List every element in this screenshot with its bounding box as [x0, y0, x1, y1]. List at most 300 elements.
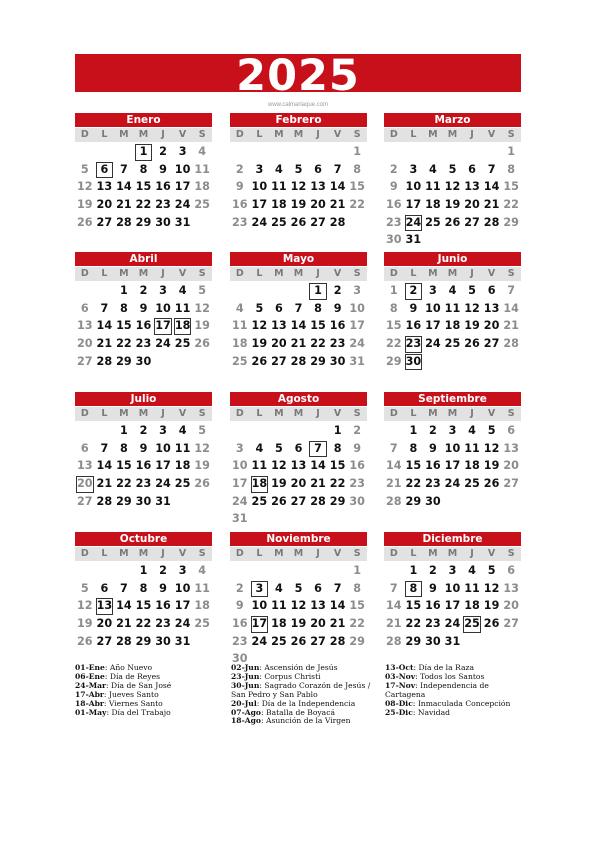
- calendar-day[interactable]: 2: [235, 581, 244, 595]
- calendar-day[interactable]: 16: [135, 459, 152, 473]
- calendar-day[interactable]: 9: [159, 162, 167, 176]
- calendar-day[interactable]: 22: [116, 477, 132, 491]
- calendar-day[interactable]: 27: [464, 215, 480, 229]
- calendar-day[interactable]: 21: [290, 337, 307, 351]
- calendar-day[interactable]: 1: [389, 284, 398, 297]
- calendar-day[interactable]: 19: [483, 599, 500, 613]
- calendar-day[interactable]: 13: [503, 581, 519, 595]
- calendar-day[interactable]: 6: [468, 162, 476, 176]
- calendar-day[interactable]: 27: [76, 354, 93, 368]
- calendar-day[interactable]: 8: [139, 581, 148, 595]
- calendar-day[interactable]: 26: [194, 337, 210, 351]
- calendar-day[interactable]: 19: [444, 198, 461, 212]
- calendar-day[interactable]: 13: [290, 459, 307, 473]
- calendar-day[interactable]: 23: [135, 337, 152, 351]
- calendar-day[interactable]: 21: [503, 319, 519, 333]
- calendar-day[interactable]: 22: [116, 337, 132, 351]
- calendar-day[interactable]: 27: [503, 617, 519, 631]
- calendar-day[interactable]: 26: [290, 634, 307, 648]
- calendar-day[interactable]: 5: [80, 581, 89, 595]
- calendar-day[interactable]: 20: [503, 599, 519, 613]
- calendar-day[interactable]: 8: [314, 301, 322, 315]
- calendar-day[interactable]: 12: [194, 441, 210, 455]
- calendar-day[interactable]: 16: [385, 198, 402, 212]
- calendar-day[interactable]: 4: [468, 424, 476, 437]
- calendar-day[interactable]: 28: [116, 215, 132, 229]
- calendar-day[interactable]: 14: [385, 599, 402, 613]
- calendar-day[interactable]: 28: [96, 354, 113, 368]
- calendar-day[interactable]: 23: [349, 477, 365, 491]
- calendar-day[interactable]: 27: [310, 215, 326, 229]
- calendar-day[interactable]: 9: [159, 581, 167, 595]
- calendar-day[interactable]: 20: [503, 459, 519, 473]
- calendar-day[interactable]: 19: [76, 198, 93, 212]
- calendar-day[interactable]: 28: [503, 337, 519, 351]
- calendar-day[interactable]: 20: [96, 617, 113, 631]
- calendar-day[interactable]: 18: [464, 599, 480, 613]
- calendar-day[interactable]: 24: [444, 617, 461, 631]
- calendar-day[interactable]: 12: [483, 441, 500, 455]
- calendar-day[interactable]: 27: [96, 634, 113, 648]
- calendar-day[interactable]: 18: [425, 198, 441, 212]
- calendar-day[interactable]: 23: [135, 477, 152, 491]
- calendar-day[interactable]: 11: [464, 441, 480, 455]
- calendar-day[interactable]: 4: [178, 284, 187, 297]
- calendar-day[interactable]: 15: [405, 599, 422, 613]
- calendar-day[interactable]: 31: [155, 494, 171, 508]
- calendar-day[interactable]: 4: [275, 581, 283, 595]
- calendar-day[interactable]: 11: [251, 459, 268, 473]
- calendar-day[interactable]: 24: [174, 198, 191, 212]
- calendar-day[interactable]: 17: [349, 319, 365, 333]
- calendar-day[interactable]: 15: [329, 459, 346, 473]
- calendar-day[interactable]: 19: [271, 477, 287, 491]
- calendar-day[interactable]: 2: [235, 162, 244, 176]
- holiday-day[interactable]: 23: [405, 336, 423, 353]
- calendar-day[interactable]: 25: [174, 477, 191, 491]
- calendar-day[interactable]: 29: [116, 494, 132, 508]
- calendar-day[interactable]: 27: [503, 477, 519, 491]
- calendar-day[interactable]: 23: [155, 198, 171, 212]
- calendar-day[interactable]: 25: [464, 477, 480, 491]
- calendar-day[interactable]: 21: [385, 477, 402, 491]
- calendar-day[interactable]: 24: [425, 337, 441, 351]
- calendar-day[interactable]: 3: [178, 145, 187, 158]
- calendar-day[interactable]: 11: [231, 319, 248, 333]
- calendar-day[interactable]: 30: [155, 215, 171, 229]
- calendar-day[interactable]: 10: [444, 441, 461, 455]
- calendar-day[interactable]: 15: [503, 180, 519, 194]
- calendar-day[interactable]: 12: [76, 599, 93, 613]
- calendar-day[interactable]: 11: [174, 441, 191, 455]
- calendar-day[interactable]: 10: [444, 581, 461, 595]
- calendar-day[interactable]: 30: [349, 494, 365, 508]
- calendar-day[interactable]: 5: [198, 284, 207, 297]
- holiday-day[interactable]: 20: [76, 476, 94, 493]
- holiday-day[interactable]: 24: [405, 215, 423, 232]
- calendar-day[interactable]: 3: [159, 424, 167, 437]
- calendar-day[interactable]: 15: [310, 319, 326, 333]
- calendar-day[interactable]: 18: [271, 617, 287, 631]
- calendar-day[interactable]: 19: [194, 459, 210, 473]
- calendar-day[interactable]: 1: [333, 424, 342, 437]
- calendar-day[interactable]: 30: [329, 354, 346, 368]
- holiday-day[interactable]: 7: [309, 441, 327, 458]
- calendar-day[interactable]: 23: [329, 337, 346, 351]
- calendar-day[interactable]: 29: [116, 354, 132, 368]
- calendar-day[interactable]: 20: [76, 337, 93, 351]
- calendar-day[interactable]: 14: [116, 180, 132, 194]
- holiday-day[interactable]: 25: [463, 616, 481, 633]
- calendar-day[interactable]: 14: [96, 319, 113, 333]
- calendar-day[interactable]: 20: [464, 198, 480, 212]
- calendar-day[interactable]: 13: [76, 459, 93, 473]
- calendar-day[interactable]: 13: [483, 301, 500, 315]
- calendar-day[interactable]: 24: [155, 477, 171, 491]
- calendar-day[interactable]: 28: [310, 494, 326, 508]
- calendar-day[interactable]: 16: [405, 319, 422, 333]
- calendar-day[interactable]: 27: [76, 494, 93, 508]
- calendar-day[interactable]: 20: [96, 198, 113, 212]
- calendar-day[interactable]: 16: [155, 599, 171, 613]
- calendar-day[interactable]: 19: [290, 198, 307, 212]
- calendar-day[interactable]: 27: [483, 337, 500, 351]
- calendar-day[interactable]: 13: [271, 319, 287, 333]
- calendar-day[interactable]: 4: [275, 162, 283, 176]
- calendar-day[interactable]: 5: [255, 301, 264, 315]
- calendar-day[interactable]: 9: [389, 180, 398, 194]
- calendar-day[interactable]: 30: [155, 634, 171, 648]
- calendar-day[interactable]: 9: [235, 599, 244, 613]
- calendar-day[interactable]: 10: [405, 180, 422, 194]
- calendar-day[interactable]: 25: [271, 634, 287, 648]
- calendar-day[interactable]: 20: [271, 337, 287, 351]
- holiday-day[interactable]: 30: [405, 354, 423, 371]
- calendar-day[interactable]: 12: [464, 301, 480, 315]
- calendar-day[interactable]: 26: [483, 477, 500, 491]
- holiday-day[interactable]: 13: [96, 598, 114, 615]
- calendar-day[interactable]: 27: [96, 215, 113, 229]
- calendar-day[interactable]: 18: [444, 319, 461, 333]
- calendar-day[interactable]: 19: [194, 319, 210, 333]
- calendar-day[interactable]: 17: [251, 198, 268, 212]
- calendar-day[interactable]: 31: [174, 634, 191, 648]
- calendar-day[interactable]: 7: [120, 162, 128, 176]
- calendar-day[interactable]: 15: [349, 599, 365, 613]
- calendar-day[interactable]: 23: [231, 215, 248, 229]
- calendar-day[interactable]: 25: [271, 215, 287, 229]
- calendar-day[interactable]: 8: [353, 162, 362, 176]
- calendar-day[interactable]: 10: [174, 581, 191, 595]
- calendar-day[interactable]: 8: [507, 162, 516, 176]
- calendar-day[interactable]: 15: [385, 319, 402, 333]
- calendar-day[interactable]: 26: [76, 634, 93, 648]
- calendar-day[interactable]: 8: [120, 301, 128, 315]
- calendar-day[interactable]: 3: [235, 441, 244, 455]
- calendar-day[interactable]: 22: [349, 198, 365, 212]
- holiday-day[interactable]: 17: [251, 616, 269, 633]
- calendar-day[interactable]: 26: [290, 215, 307, 229]
- calendar-day[interactable]: 5: [448, 162, 457, 176]
- calendar-day[interactable]: 14: [385, 459, 402, 473]
- calendar-day[interactable]: 11: [194, 162, 210, 176]
- calendar-day[interactable]: 25: [174, 337, 191, 351]
- calendar-day[interactable]: 7: [507, 284, 516, 297]
- calendar-day[interactable]: 19: [290, 617, 307, 631]
- calendar-day[interactable]: 4: [468, 564, 476, 577]
- calendar-day[interactable]: 1: [409, 564, 418, 577]
- calendar-day[interactable]: 23: [231, 634, 248, 648]
- calendar-day[interactable]: 3: [448, 564, 457, 577]
- calendar-day[interactable]: 31: [349, 354, 365, 368]
- calendar-day[interactable]: 21: [329, 617, 346, 631]
- calendar-day[interactable]: 11: [174, 301, 191, 315]
- calendar-day[interactable]: 9: [139, 441, 148, 455]
- calendar-day[interactable]: 27: [310, 634, 326, 648]
- calendar-day[interactable]: 14: [290, 319, 307, 333]
- calendar-day[interactable]: 10: [251, 599, 268, 613]
- calendar-day[interactable]: 25: [194, 617, 210, 631]
- calendar-day[interactable]: 17: [444, 459, 461, 473]
- calendar-day[interactable]: 16: [425, 459, 441, 473]
- calendar-day[interactable]: 3: [429, 284, 437, 297]
- calendar-day[interactable]: 7: [389, 581, 398, 595]
- calendar-day[interactable]: 21: [329, 198, 346, 212]
- calendar-day[interactable]: 3: [409, 162, 418, 176]
- holiday-day[interactable]: 2: [405, 283, 423, 300]
- calendar-day[interactable]: 21: [310, 477, 326, 491]
- calendar-day[interactable]: 22: [405, 617, 422, 631]
- calendar-day[interactable]: 22: [503, 198, 519, 212]
- calendar-day[interactable]: 16: [135, 319, 152, 333]
- calendar-day[interactable]: 6: [294, 441, 303, 455]
- calendar-day[interactable]: 25: [194, 198, 210, 212]
- calendar-day[interactable]: 21: [96, 477, 113, 491]
- calendar-day[interactable]: 4: [198, 564, 207, 577]
- calendar-day[interactable]: 8: [409, 441, 418, 455]
- calendar-day[interactable]: 2: [159, 145, 167, 158]
- calendar-day[interactable]: 21: [96, 337, 113, 351]
- calendar-day[interactable]: 9: [429, 581, 437, 595]
- calendar-day[interactable]: 14: [329, 599, 346, 613]
- calendar-day[interactable]: 4: [235, 301, 244, 315]
- calendar-day[interactable]: 29: [329, 494, 346, 508]
- calendar-day[interactable]: 26: [464, 337, 480, 351]
- calendar-day[interactable]: 15: [116, 459, 132, 473]
- calendar-day[interactable]: 23: [155, 617, 171, 631]
- calendar-day[interactable]: 15: [405, 459, 422, 473]
- calendar-day[interactable]: 23: [425, 617, 441, 631]
- calendar-day[interactable]: 21: [483, 198, 500, 212]
- calendar-day[interactable]: 14: [329, 180, 346, 194]
- calendar-day[interactable]: 30: [425, 634, 441, 648]
- calendar-day[interactable]: 12: [483, 581, 500, 595]
- calendar-day[interactable]: 16: [329, 319, 346, 333]
- calendar-day[interactable]: 6: [80, 441, 89, 455]
- calendar-day[interactable]: 1: [139, 564, 148, 577]
- calendar-day[interactable]: 28: [290, 354, 307, 368]
- calendar-day[interactable]: 17: [231, 477, 248, 491]
- holiday-day[interactable]: 18: [251, 476, 269, 493]
- calendar-day[interactable]: 9: [139, 301, 148, 315]
- calendar-day[interactable]: 15: [349, 180, 365, 194]
- calendar-day[interactable]: 6: [80, 301, 89, 315]
- calendar-day[interactable]: 26: [194, 477, 210, 491]
- calendar-day[interactable]: 2: [139, 424, 148, 437]
- calendar-day[interactable]: 10: [155, 441, 171, 455]
- calendar-day[interactable]: 17: [174, 599, 191, 613]
- calendar-day[interactable]: 3: [255, 162, 264, 176]
- holiday-day[interactable]: 6: [96, 162, 114, 179]
- calendar-day[interactable]: 2: [333, 284, 342, 297]
- calendar-day[interactable]: 2: [159, 564, 167, 577]
- calendar-day[interactable]: 7: [294, 301, 303, 315]
- calendar-day[interactable]: 13: [503, 441, 519, 455]
- calendar-day[interactable]: 1: [120, 424, 128, 437]
- calendar-day[interactable]: 1: [507, 145, 516, 158]
- calendar-day[interactable]: 6: [507, 564, 516, 577]
- calendar-day[interactable]: 3: [353, 284, 362, 297]
- calendar-day[interactable]: 14: [96, 459, 113, 473]
- calendar-day[interactable]: 20: [310, 617, 326, 631]
- calendar-day[interactable]: 7: [389, 441, 398, 455]
- calendar-day[interactable]: 22: [135, 617, 152, 631]
- calendar-day[interactable]: 20: [310, 198, 326, 212]
- calendar-day[interactable]: 13: [96, 180, 113, 194]
- calendar-day[interactable]: 26: [271, 494, 287, 508]
- calendar-day[interactable]: 1: [353, 564, 362, 577]
- calendar-day[interactable]: 15: [116, 319, 132, 333]
- calendar-day[interactable]: 28: [116, 634, 132, 648]
- calendar-day[interactable]: 22: [349, 617, 365, 631]
- calendar-day[interactable]: 19: [76, 617, 93, 631]
- calendar-day[interactable]: 9: [409, 301, 418, 315]
- calendar-day[interactable]: 22: [385, 337, 402, 351]
- calendar-day[interactable]: 31: [444, 634, 461, 648]
- calendar-day[interactable]: 5: [198, 424, 207, 437]
- calendar-day[interactable]: 12: [194, 301, 210, 315]
- calendar-day[interactable]: 10: [251, 180, 268, 194]
- calendar-day[interactable]: 18: [271, 198, 287, 212]
- calendar-day[interactable]: 28: [385, 494, 402, 508]
- calendar-day[interactable]: 5: [294, 581, 303, 595]
- calendar-day[interactable]: 15: [135, 180, 152, 194]
- calendar-day[interactable]: 12: [271, 459, 287, 473]
- holiday-day[interactable]: 1: [135, 144, 153, 161]
- calendar-day[interactable]: 4: [255, 441, 264, 455]
- calendar-day[interactable]: 29: [385, 354, 402, 368]
- calendar-day[interactable]: 18: [174, 459, 191, 473]
- calendar-day[interactable]: 29: [135, 215, 152, 229]
- calendar-day[interactable]: 8: [333, 441, 342, 455]
- calendar-day[interactable]: 12: [290, 180, 307, 194]
- calendar-day[interactable]: 1: [353, 145, 362, 158]
- holiday-day[interactable]: 8: [405, 581, 423, 598]
- calendar-day[interactable]: 14: [503, 301, 519, 315]
- calendar-day[interactable]: 17: [155, 459, 171, 473]
- calendar-day[interactable]: 13: [310, 599, 326, 613]
- calendar-day[interactable]: 19: [464, 319, 480, 333]
- calendar-day[interactable]: 27: [271, 354, 287, 368]
- calendar-day[interactable]: 29: [405, 494, 422, 508]
- calendar-day[interactable]: 24: [251, 634, 268, 648]
- calendar-day[interactable]: 20: [483, 319, 500, 333]
- calendar-day[interactable]: 11: [444, 301, 461, 315]
- holiday-day[interactable]: 3: [251, 581, 269, 598]
- calendar-day[interactable]: 26: [76, 215, 93, 229]
- calendar-day[interactable]: 19: [251, 337, 268, 351]
- holiday-day[interactable]: 1: [309, 283, 327, 300]
- calendar-day[interactable]: 11: [271, 180, 287, 194]
- calendar-day[interactable]: 4: [198, 145, 207, 158]
- calendar-day[interactable]: 5: [487, 564, 496, 577]
- calendar-day[interactable]: 2: [429, 424, 437, 437]
- calendar-day[interactable]: 7: [333, 581, 342, 595]
- calendar-day[interactable]: 10: [349, 301, 365, 315]
- calendar-day[interactable]: 30: [231, 652, 248, 666]
- calendar-day[interactable]: 26: [483, 617, 500, 631]
- calendar-day[interactable]: 12: [251, 319, 268, 333]
- calendar-day[interactable]: 24: [251, 215, 268, 229]
- calendar-day[interactable]: 29: [503, 215, 519, 229]
- calendar-day[interactable]: 28: [329, 634, 346, 648]
- calendar-day[interactable]: 29: [405, 634, 422, 648]
- calendar-day[interactable]: 19: [483, 459, 500, 473]
- calendar-day[interactable]: 7: [120, 581, 128, 595]
- calendar-day[interactable]: 4: [429, 162, 437, 176]
- calendar-day[interactable]: 8: [389, 301, 398, 315]
- calendar-day[interactable]: 22: [310, 337, 326, 351]
- calendar-day[interactable]: 8: [353, 581, 362, 595]
- calendar-day[interactable]: 9: [235, 180, 244, 194]
- calendar-day[interactable]: 30: [385, 233, 402, 247]
- calendar-day[interactable]: 22: [135, 198, 152, 212]
- calendar-day[interactable]: 27: [290, 494, 307, 508]
- calendar-day[interactable]: 17: [405, 198, 422, 212]
- calendar-day[interactable]: 21: [116, 198, 132, 212]
- calendar-day[interactable]: 17: [444, 599, 461, 613]
- calendar-day[interactable]: 20: [290, 477, 307, 491]
- calendar-day[interactable]: 18: [194, 599, 210, 613]
- holiday-day[interactable]: 17: [154, 318, 172, 335]
- calendar-day[interactable]: 24: [444, 477, 461, 491]
- calendar-day[interactable]: 12: [444, 180, 461, 194]
- calendar-day[interactable]: 12: [76, 180, 93, 194]
- calendar-day[interactable]: 3: [178, 564, 187, 577]
- calendar-day[interactable]: 25: [251, 494, 268, 508]
- calendar-day[interactable]: 10: [155, 301, 171, 315]
- calendar-day[interactable]: 16: [231, 198, 248, 212]
- calendar-day[interactable]: 23: [425, 477, 441, 491]
- calendar-day[interactable]: 9: [429, 441, 437, 455]
- calendar-day[interactable]: 6: [100, 581, 109, 595]
- calendar-day[interactable]: 14: [116, 599, 132, 613]
- calendar-day[interactable]: 21: [385, 617, 402, 631]
- calendar-day[interactable]: 5: [468, 284, 476, 297]
- calendar-day[interactable]: 30: [135, 494, 152, 508]
- calendar-day[interactable]: 30: [425, 494, 441, 508]
- calendar-day[interactable]: 16: [425, 599, 441, 613]
- calendar-day[interactable]: 4: [178, 424, 187, 437]
- calendar-day[interactable]: 29: [135, 634, 152, 648]
- calendar-day[interactable]: 3: [448, 424, 457, 437]
- calendar-day[interactable]: 14: [483, 180, 500, 194]
- calendar-day[interactable]: 5: [487, 424, 496, 437]
- calendar-day[interactable]: 31: [174, 215, 191, 229]
- calendar-day[interactable]: 31: [405, 233, 422, 247]
- calendar-day[interactable]: 24: [231, 494, 248, 508]
- calendar-day[interactable]: 17: [174, 180, 191, 194]
